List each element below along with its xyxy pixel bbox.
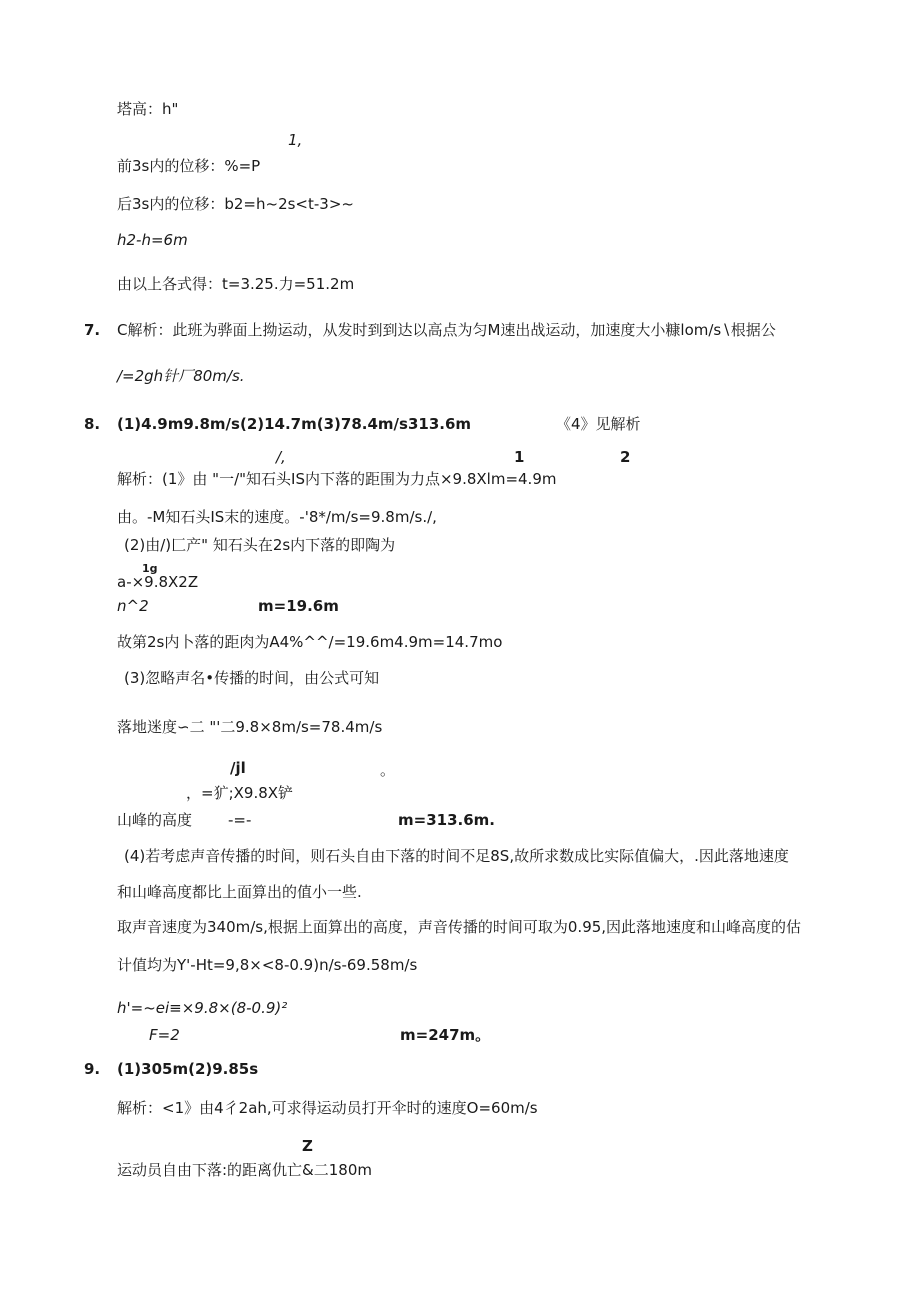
line-15: 由。-M知石头IS末的速度。-'8*/m∕s=9.8m/s.∕, <box>117 508 437 526</box>
line-7: C解析：此班为骅面上拗运动，从发时到到达以高点为匀M速出战运动，加速度大小糠lom∕s∖根据公 <box>117 321 776 339</box>
line-33: 计值均为Y'-Ht=9,8×<8-0.9)n/s-69.58m/s <box>117 956 418 974</box>
line-13: 2 <box>620 448 631 466</box>
line-11: /, <box>276 448 286 466</box>
line-34: h'=~ei≡×9.8×(8-0.9)² <box>117 999 288 1017</box>
item-number-9: 9. <box>84 1060 101 1078</box>
line-23: 落地迷度∽二 "'二9.8×8m∕s=78.4m/s <box>117 718 383 736</box>
line-36: m=247m。 <box>400 1026 491 1044</box>
line-14: 解析：(1》由 "一/"知石头IS内下落的距围为力点×9.8Xlm=4.9m <box>117 470 557 488</box>
line-26: ，=犷;X9.8X铲 <box>186 784 294 802</box>
line-35: F=2 <box>149 1026 180 1044</box>
line-37: (1)305m(2)9.85s <box>117 1060 259 1078</box>
line-9: (1)4.9m9.8m/s(2)14.7m(3)78.4m/s313.6m <box>117 415 472 433</box>
line-27: 山峰的高度 <box>117 811 193 829</box>
item-number-8: 8. <box>84 415 101 433</box>
line-24: /jl <box>230 759 246 777</box>
line-32: 取声音速度为340m/s,根据上面算出的高度，声音传播的时间可取为0.95,因此落地速度和山峰高度的估 <box>117 918 802 936</box>
line-8: /=2gh针厂80m/s. <box>117 367 245 385</box>
line-3: 前3s内的位移：%=P <box>117 157 261 175</box>
line-12: 1 <box>514 448 525 466</box>
line-22: (3)忽略声名•传播的时间，由公式可知 <box>124 669 380 687</box>
line-19: n^2 <box>117 597 149 615</box>
line-10: 《4》见解析 <box>556 415 641 433</box>
line-18: a-×9.8X2Z <box>117 573 199 591</box>
line-39: Z <box>302 1137 313 1155</box>
line-17: 1g <box>142 562 158 575</box>
line-1: 塔高：h" <box>117 100 179 118</box>
line-25: 。 <box>380 761 396 779</box>
line-2: 1, <box>288 131 303 149</box>
line-28: -=- <box>228 811 252 829</box>
line-30: (4)若考虑声音传播的时间，则石头自由下落的时间不足8S,故所求数成比实际值偏大，.因此落地速度 <box>124 847 789 865</box>
item-number-7: 7. <box>84 321 101 339</box>
line-20: m=19.6m <box>258 597 339 615</box>
line-6: 由以上各式得：t=3.25.力=51.2m <box>117 275 355 293</box>
line-31: 和山峰高度都比上面算出的值小一些. <box>117 883 362 901</box>
line-21: 故第2s内卜落的距肉为A4%^^/=19.6m4.9m=14.7mo <box>117 633 503 651</box>
line-38: 解析：<1》由4彳2ah,可求得运动员打开伞时的速度O=60m/s <box>117 1099 538 1117</box>
line-16: (2)由/)匚产" 知石头在2s内下落的即陶为 <box>124 536 396 554</box>
line-29: m=313.6m. <box>398 811 495 829</box>
line-40: 运动员自由下落:的距离仇亡&二180m <box>117 1161 372 1179</box>
line-5: h2-h=6m <box>117 231 188 249</box>
line-4: 后3s内的位移：b2=h~2s<t-3>~ <box>117 195 354 213</box>
